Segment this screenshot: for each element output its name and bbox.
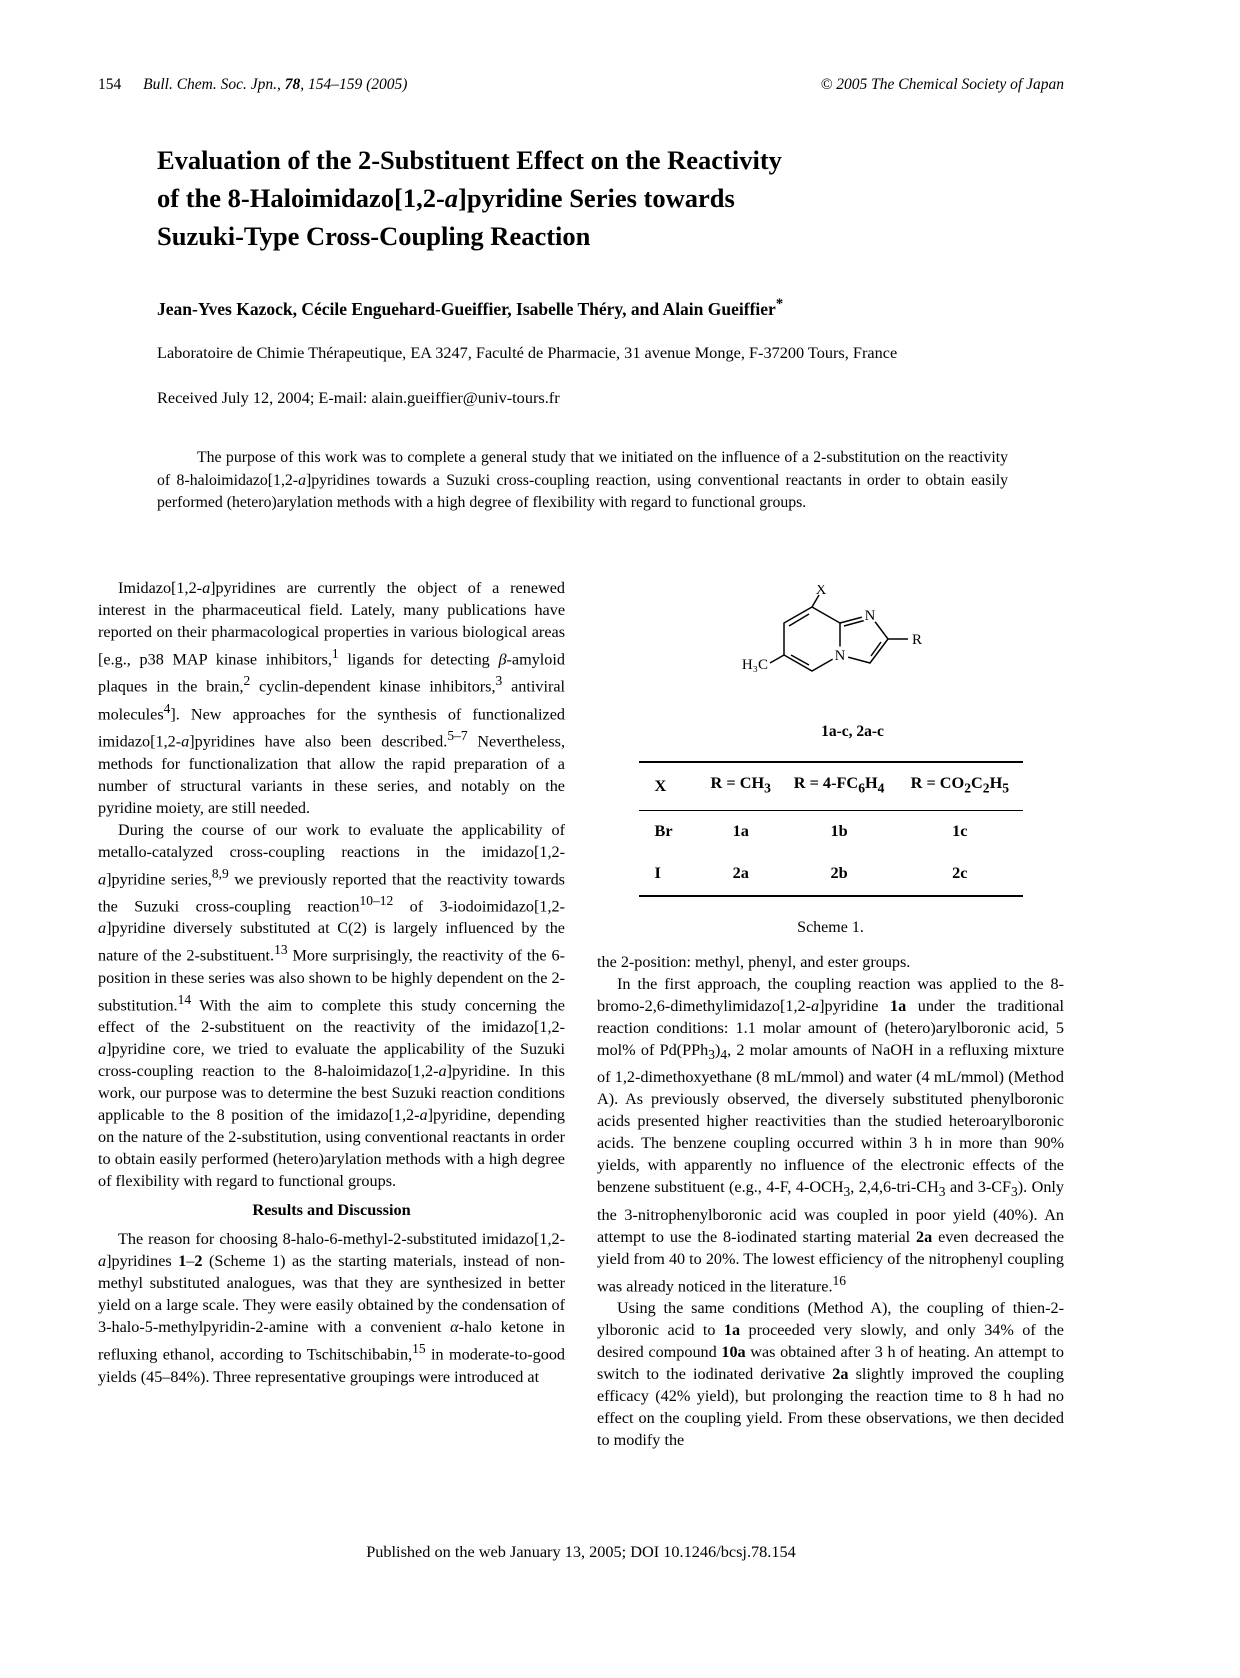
scheme-caption: Scheme 1. [797, 919, 864, 937]
journal-citation: Bull. Chem. Soc. Jpn., 78, 154–159 (2005) [143, 76, 408, 93]
body-paragraph: During the course of our work to evaluate the applicability of metallo-catalyzed cross-coupling reactions in the imidazo[1,2-a]pyridine series,$^{8,9}$ we previously reported that the reactivity towards the Suzuki cross-coupling reaction$^{10-12}$ of 3-iodoimidazo[1,2-a]pyridine diversely substituted at C(2) is largely influenced by the nature of the 2-substituent.$^{13}$ More surprisingly, the reactivity of the 6-position in these series was also shown to be highly dependent on the 2-substitution.$^{14}$ With the aim to complete this study concerning the effect of the 2-substituent on the reactivity of the imidazo[1,2-a]pyridine core, we tried to evaluate the applicability of the Suzuki cross-coupling reaction to the 8-haloimidazo[1,2-a]pyridine. In this work, our purpose was to determine the best Suzuki reaction conditions applicable to the 8 position of the imidazo[1,2-a]pyridine, depending on the nature of the 2-substitution, using conventional reactants in order to obtain easily performed (hetero)arylation methods with a high degree of flexibility with regard to functional groups. [98, 820, 566, 1191]
table-cell: 1c [952, 821, 968, 841]
table-cell: 2c [952, 863, 968, 883]
table-header-row [639, 762, 1023, 811]
compound-series-label: 1a-c, 2a-c [821, 723, 884, 740]
r-substituent-label: R [911, 632, 922, 648]
nitrogen-top-label: N [864, 608, 875, 624]
table-cell: I [654, 863, 661, 883]
table-row-br [639, 811, 1023, 854]
table-header-r-ch3: $R = CH_3$ [701, 762, 782, 811]
abstract-paragraph: The purpose of this work was to complete a general study that we initiated on the influence of a 2-substitution on the reactivity of 8-haloimidazo[1,2-a]pyridines towards a Suzuki cross-coupling reaction, using conventional reactants in order to obtain easily performed (hetero)arylation methods with a high degree of flexibility with regard to functional groups. [157, 449, 1008, 511]
title-line-2: of the 8-Haloimidazo[1,2-a]pyridine Series towards [157, 183, 735, 213]
table-cell: 1a [732, 821, 749, 841]
table-row-i [639, 853, 1023, 896]
body-paragraph: In the first approach, the coupling reaction was applied to the 8-bromo-2,6-dimethylimidazo[1,2-a]pyridine 1a under the traditional reaction conditions: 1.1 molar amount of (hetero)arylboronic acid, 5 mol% of $Pd(PPh_3)_4$, 2 molar amounts of NaOH in a refluxing mixture of 1,2-dimethoxyethane (8 mL/mmol) and water (4 mL/mmol) (Method A). As previously observed, the diversely substituted phenylboronic acids presented higher reactivities than the studied heteroarylboronic acids. The benzene coupling occurred within 3 h in more than 90% yields, with apparently no influence of the electronic effects of the benzene substituent (e.g., 4-F, $4-OCH_3$, $2,4,6-tri-CH_3$ and $3-CF_3$). Only the 3-nitrophenylboronic acid was coupled in poor yield (40%). An attempt to use the 8-iodinated starting material 2a even decreased the yield from 40 to 20%. The lowest efficiency of the nitrophenyl coupling was already noticed in the literature.$^{16}$ [597, 975, 1065, 1296]
table-cell: 2a [732, 863, 749, 883]
imidazopyridine-structure [724, 585, 974, 715]
section-heading-results-and-discussion: Results and Discussion [252, 1200, 411, 1220]
affiliation-line: Laboratoire de Chimie Thérapeutique, EA 3247, Faculté de Pharmacie, 31 avenue Monge, F-37200 Tours, France [157, 343, 898, 362]
x-substituent-label: X [815, 585, 826, 598]
table-header-r-ester: $R = CO_2C_2H_5$ [897, 762, 1022, 811]
title-line-3: Suzuki-Type Cross-Coupling Reaction [157, 221, 591, 251]
table-cell: 2b [830, 863, 848, 883]
article-title [157, 141, 1077, 255]
chemical-structure-wrap [597, 585, 1064, 721]
title-line-1: Evaluation of the 2-Substituent Effect on the Reactivity [157, 145, 782, 175]
body-paragraph: Using the same conditions (Method A), the coupling of thien-2-ylboronic acid to 1a proceeded very slowly, and only 34% of the desired compound 10a was obtained after 3 h of heating. An attempt to switch to the iodinated derivative 2a slightly improved the coupling efficacy (42% yield), but prolonging the reaction time to 8 h had no effect on the coupling yield. From these observations, we then decided to modify the [597, 1299, 1064, 1450]
right-column [597, 577, 1064, 1451]
scheme-substituent-table [639, 761, 1023, 897]
nitrogen-bridge-label: N [834, 648, 845, 664]
page-header [98, 76, 1064, 94]
page-footer: Published on the web January 13, 2005; DOI 10.1246/bcsj.78.154 [366, 1542, 796, 1561]
left-column [98, 577, 565, 1388]
page-number: 154 [98, 76, 122, 93]
table-header-r-fc6h4: $R = 4-FC_6H_4$ [781, 762, 897, 811]
journal-reference [98, 76, 407, 94]
body-paragraph: Imidazo[1,2-a]pyridines are currently the object of a renewed interest in the pharmaceutical field. Lately, many publications have reported on their pharmacological properties in various biological areas [e.g., p38 MAP kinase inhibitors,$^1$ ligands for detecting β-amyloid plaques in the brain,$^2$ cyclin-dependent kinase inhibitors,$^3$ antiviral molecules$^4$]. New approaches for the synthesis of functionalized imidazo[1,2-a]pyridines have also been described.$^{5-7}$ Nevertheless, methods for functionalization that allow the rapid preparation of a number of structural variants in these series, and notably on the pyridine moiety, are still needed. [98, 579, 566, 817]
copyright-notice: © 2005 The Chemical Society of Japan [820, 76, 1064, 93]
methyl-group-label: H₃C [741, 657, 768, 673]
body-paragraph: The reason for choosing 8-halo-6-methyl-2-substituted imidazo[1,2-a]pyridines 1–2 (Scheme 1) as the starting materials, instead of non-methyl substituted analogues, was that they are synthesized in better yield on a large scale. They were easily obtained by the condensation of 3-halo-5-methylpyridin-2-amine with a convenient α-halo ketone in refluxing ethanol, according to Tschitschibabin,$^{15}$ in moderate-to-good yields (45–84%). Three representative groupings were introduced at [98, 1230, 566, 1386]
table-header-x: X [639, 762, 701, 811]
authors-line: Jean-Yves Kazock, Cécile Enguehard-Gueiffier, Isabelle Théry, and Alain Gueiffier* [157, 296, 784, 319]
table-cell: 1b [830, 821, 848, 841]
body-paragraph: the 2-position: methyl, phenyl, and ester groups. [597, 953, 911, 972]
scheme-1-figure [597, 585, 1064, 939]
table-cell: Br [654, 821, 673, 841]
received-line: Received July 12, 2004; E-mail: alain.gueiffier@univ-tours.fr [157, 388, 560, 407]
